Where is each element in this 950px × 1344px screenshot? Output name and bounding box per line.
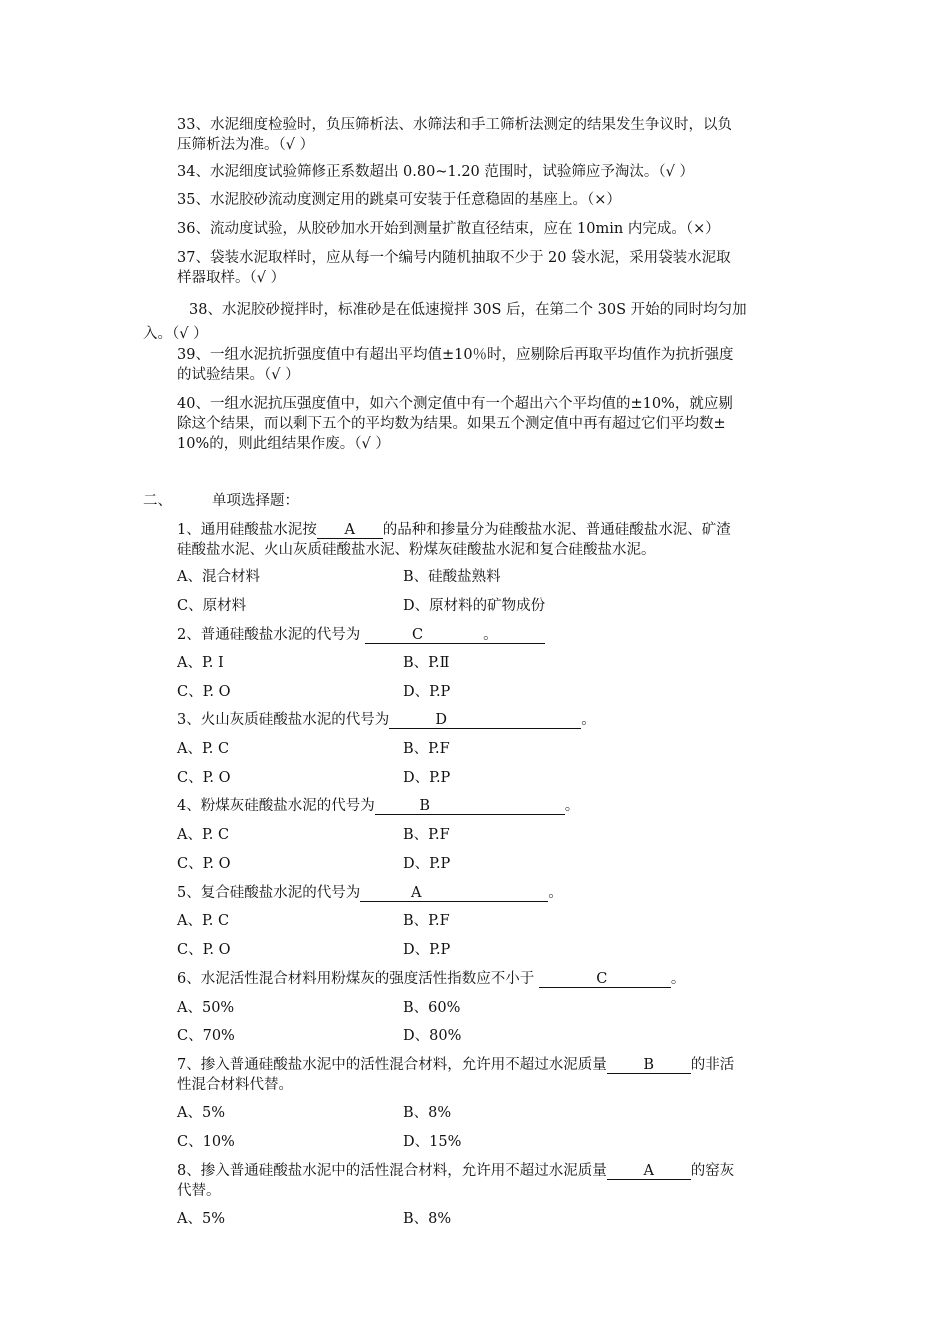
mc-q8-option-a: A、5% — [177, 1211, 225, 1227]
mc-q5-option-a: A、P. C — [177, 913, 230, 929]
mc-q7-option-d: D、15% — [403, 1134, 462, 1150]
mc-q6-pre: 6、水泥活性混合材料用粉煤灰的强度活性指数应不小于 — [177, 971, 539, 987]
mc-q5-option-b: B、P.F — [403, 913, 450, 929]
mc-q1-post: 的品种和掺量分为硅酸盐水泥、普通硅酸盐水泥、矿渣 — [382, 522, 731, 538]
mc-q1-stem-line2: 硅酸盐水泥、火山灰质硅酸盐水泥、粉煤灰硅酸盐水泥和复合硅酸盐水泥。 — [177, 542, 656, 558]
mc-q5-option-c: C、P. O — [177, 942, 231, 958]
mc-q4-stem — [177, 797, 579, 815]
mc-q8-option-b: B、8% — [403, 1211, 452, 1227]
mc-q2-option-c: C、P. O — [177, 684, 231, 700]
section-number: 二、 — [143, 493, 172, 509]
mc-q1-option-b: B、硅酸盐熟料 — [403, 569, 501, 585]
mc-q5-pre: 5、复合硅酸盐水泥的代号为 — [177, 885, 361, 901]
mc-q2-answer-blank: C 。 — [365, 627, 545, 644]
mc-q4-option-a: A、P. C — [177, 827, 230, 843]
mc-q2-stem — [177, 626, 545, 644]
mc-q5-answer-blank — [360, 885, 548, 902]
mc-q8-pre: 8、掺入普通硅酸盐水泥中的活性混合材料，允许用不超过水泥质量 — [177, 1163, 607, 1179]
mc-q4-post: 。 — [564, 798, 580, 814]
mc-q3-post: 。 — [581, 712, 596, 728]
mc-q2-pre: 2、普通硅酸盐水泥的代号为 — [177, 627, 365, 643]
mc-q6-post: 。 — [670, 971, 686, 987]
mc-q3-pre: 3、火山灰质硅酸盐水泥的代号为 — [177, 712, 390, 728]
mc-q5-option-d: D、P.P — [403, 942, 451, 958]
mc-q5-stem — [177, 884, 563, 902]
mc-q7-answer-blank: B — [607, 1057, 691, 1074]
mc-q2-answer: C — [412, 627, 424, 643]
mc-q3-answer: D — [435, 712, 448, 728]
mc-q7-stem-line2: 性混合材料代替。 — [177, 1077, 293, 1093]
tf-q39-line1: 39、一组水泥抗折强度值中有超出平均值±10％时，应剔除后再取平均值作为抗折强度 — [177, 347, 734, 363]
mc-q5-answer: A — [410, 885, 422, 901]
mc-q1-answer-blank: A — [317, 522, 383, 539]
mc-q4-option-d: D、P.P — [403, 856, 451, 872]
mc-q3-answer-blank — [389, 712, 581, 729]
mc-q5-post: 。 — [548, 885, 563, 901]
mc-q2-option-b: B、P.Ⅱ — [403, 655, 450, 671]
mc-q7-stem — [177, 1056, 734, 1074]
mc-q7-option-c: C、10% — [177, 1134, 235, 1150]
mc-q7-post: 的非活 — [690, 1057, 735, 1073]
mc-q3-option-d: D、P.P — [403, 770, 451, 786]
mc-q7-option-b: B、8% — [403, 1105, 452, 1121]
tf-q40-line1: 40、一组水泥抗压强度值中，如六个测定值中有一个超出六个平均值的±10%，就应剔 — [177, 396, 733, 412]
mc-q8-stem — [177, 1162, 734, 1180]
mc-q3-stem — [177, 711, 596, 729]
tf-q39-line2: 的试验结果。（√ ） — [177, 367, 300, 383]
tf-q33-line1: 33、水泥细度检验时，负压筛析法、水筛法和手工筛析法测定的结果发生争议时，以负 — [177, 117, 732, 133]
tf-q33-line2: 压筛析法为准。（√ ） — [177, 137, 315, 153]
mc-q1-option-a: A、混合材料 — [177, 569, 260, 585]
mc-q4-answer: B — [419, 798, 431, 814]
mc-q3-option-c: C、P. O — [177, 770, 231, 786]
mc-q2-option-a: A、P. Ⅰ — [177, 655, 224, 671]
tf-q37-line1: 37、袋装水泥取样时，应从每一个编号内随机抽取不少于 20 袋水泥，采用袋装水泥取 — [177, 250, 731, 266]
mc-q6-answer: C — [596, 971, 608, 987]
mc-q2-option-d: D、P.P — [403, 684, 451, 700]
mc-q1-option-d: D、原材料的矿物成份 — [403, 598, 546, 614]
tf-q37-line2: 样器取样。（√ ） — [177, 270, 286, 286]
mc-q3-option-a: A、P. C — [177, 741, 230, 757]
mc-q7-option-a: A、5% — [177, 1105, 225, 1121]
tf-q36: 36、流动度试验，从胶砂加水开始到测量扩散直径结束，应在 10min 内完成。（×） — [177, 221, 720, 237]
mc-q4-option-b: B、P.F — [403, 827, 450, 843]
mc-q6-option-d: D、80% — [403, 1028, 462, 1044]
mc-q6-option-c: C、70% — [177, 1028, 235, 1044]
tf-q40-line3: 10%的，则此组结果作废。（√ ） — [177, 436, 390, 452]
tf-q34: 34、水泥细度试验筛修正系数超出 0.80~1.20 范围时，试验筛应予淘汰。（√ ） — [177, 164, 694, 180]
tf-q35: 35、水泥胶砂流动度测定用的跳桌可安装于任意稳固的基座上。（×） — [177, 192, 621, 208]
section-title: 单项选择题： — [212, 493, 299, 509]
mc-q3-option-b: B、P.F — [403, 741, 450, 757]
mc-q6-option-b: B、60% — [403, 1000, 461, 1016]
tf-q38-line2: 入。（√ ） — [143, 326, 208, 342]
mc-q6-stem — [177, 970, 685, 988]
mc-q7-pre: 7、掺入普通硅酸盐水泥中的活性混合材料，允许用不超过水泥质量 — [177, 1057, 607, 1073]
mc-q4-answer-blank — [375, 798, 565, 815]
mc-q4-pre: 4、粉煤灰硅酸盐水泥的代号为 — [177, 798, 375, 814]
mc-q1-option-c: C、原材料 — [177, 598, 247, 614]
mc-q8-answer-blank: A — [607, 1163, 691, 1180]
mc-q1-stem — [177, 521, 731, 539]
mc-q1-pre: 1、通用硅酸盐水泥按 — [177, 522, 317, 538]
mc-q6-option-a: A、50% — [177, 1000, 235, 1016]
tf-q40-line2: 除这个结果，而以剩下五个的平均数为结果。如果五个测定值中再有超过它们平均数± — [177, 416, 726, 432]
tf-q38-line1: 38、水泥胶砂搅拌时，标准砂是在低速搅拌 30S 后，在第二个 30S 开始的同时均匀加 — [189, 302, 747, 318]
mc-q6-answer-blank — [539, 971, 671, 988]
mc-q8-post: 的窑灰 — [690, 1163, 735, 1179]
mc-q8-stem-line2: 代替。 — [177, 1183, 221, 1199]
mc-q4-option-c: C、P. O — [177, 856, 231, 872]
